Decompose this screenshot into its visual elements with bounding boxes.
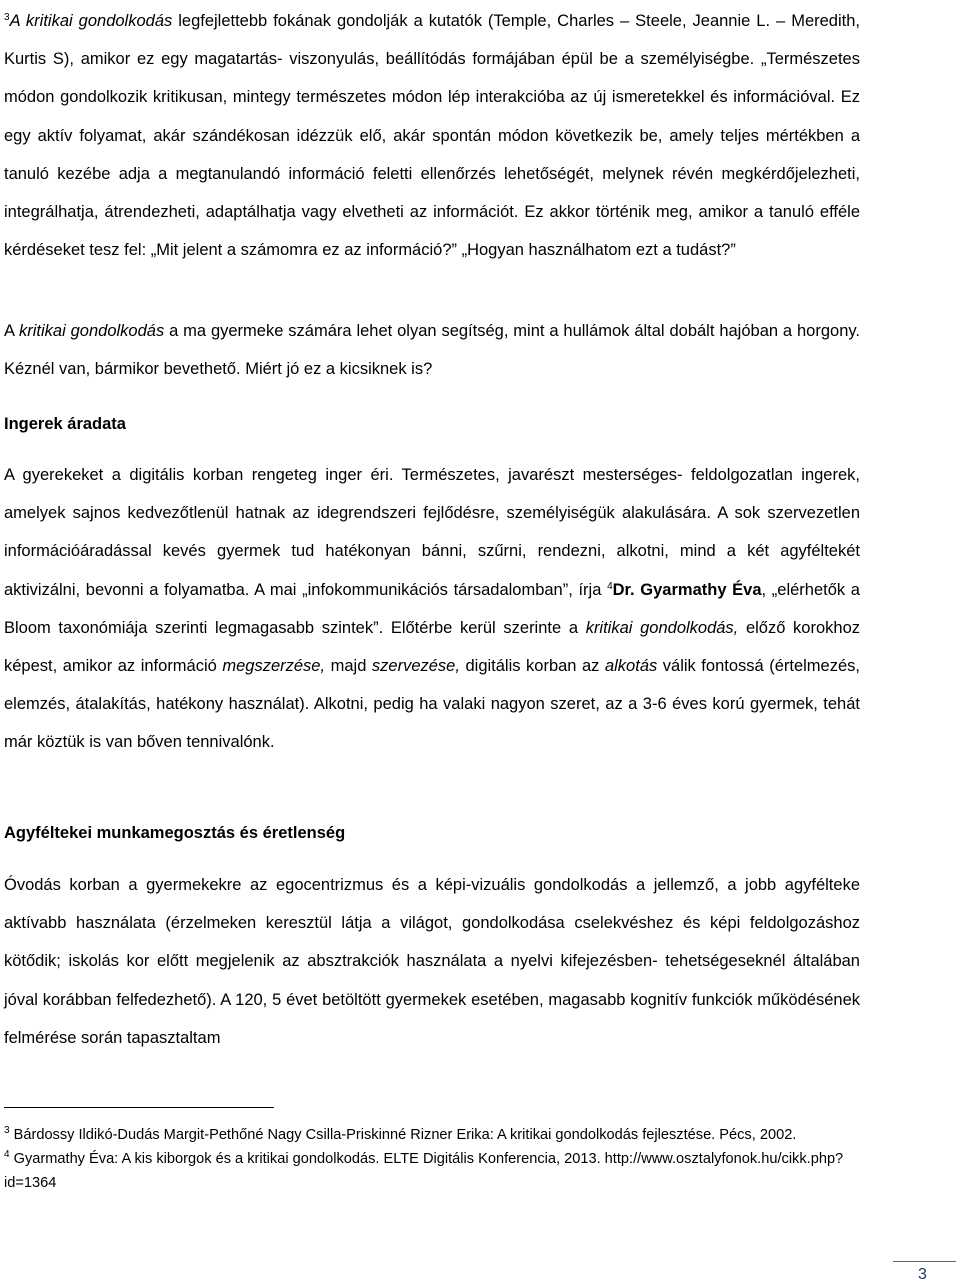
italic-term: kritikai gondolkodás, [585,618,739,637]
footnotes [4,1123,860,1195]
italic-term: alkotás [604,657,658,676]
section-heading-hemispheres: Agyféltekei munkamegosztás és éretlenség [4,824,346,842]
paragraph-critical-thinking [4,2,860,269]
page-number-rule [893,1261,956,1262]
footnote-text[interactable]: Gyarmathy Éva: A kis kiborgok és a kritikai gondolkodás. ELTE Digitális Konferencia, 2013. http://www.osztalyfonok.hu/cikk.php?id=1364 [4,1151,844,1191]
term-critical-thinking: kritikai gondolkodás [18,322,165,340]
footnote-4 [4,1147,860,1195]
paragraph-text: , „elérhetők a Bloom taxonómiája szerinti legmagasabb szintek”. Előtérbe kerül szerinte a [4,580,860,637]
paragraph-text: A gyerekeket a digitális korban rengeteg inger éri. Természetes, javarészt mesterséges- feldolgozatlan ingerek, amelyek sajnos kedvezőtlenül hatnak az idegrendszeri fejlődésre, személyiségük alakulására. A sok szervezetlen információáradással kevés gyermek tud hatékonyan bánni, szűrni, rendezni, alkotni, mind a két agyféltekét aktivizálni, bevonni a folyamatba. A mai „infokommunikációs társadalomban”, írja [4,466,860,599]
footnote-text: Bárdossy Ildikó-Dudás Margit-Pethőné Nagy Csilla-Priskinné Rizner Erika: A kritikai gondolkodás fejlesztése. Pécs, 2002. [9,1127,797,1143]
paragraph-text: a ma gyermeke számára lehet olyan segítség, mint a hullámok által dobált hajóban a horgony. Kéznél van, bármikor bevethető. Miért jó ez a kicsiknek is? [4,322,860,379]
paragraph-text: majd [325,657,372,676]
paragraph-stimuli [4,456,860,762]
term-critical-thinking: A kritikai gondolkodás [9,12,173,30]
paragraph-text: válik fontossá (értelmezés, elemzés, átalakítás, hatékony használat). Alkotni, pedig ha valaki nagyon szeret, az a 3-6 éves korú gyermek, tehát már köztük is van bőven tennivalónk. [4,657,860,752]
paragraph-text: digitális korban az [459,657,605,676]
paragraph-text: legfejlettebb fokának gondolják a kutatók (Temple, Charles – Steele, Jeannie L. – Meredith, Kurtis S), amikor ez egy magatartás- viszonyulás, beállítódás formájában épül be a személyiségbe. „Természetes módon gondolkozik kritikusan, mintegy természetes módon lép interakcióba az új ismeretekkel és információval. Ez egy aktív folyamat, akár szándékosan idézzük elő, akár spontán módon következik be, amely teljes mértékben a tanuló kezébe adja a megtanulandó információ feletti ellenőrzés lehetőségét, melynek révén megkérdőjelezheti, integrálhatja, átrendezheti, adaptálhatja vagy elvetheti az információt. Ez akkor történik meg, amikor a tanuló efféle kérdéseket tesz fel: „Mit jelent a számomra ez az információ?” „Hogyan használhatom ezt a tudást?” [4,12,860,260]
page-number: 3 [918,1266,927,1283]
paragraph-anchor [4,312,860,388]
italic-term: megszerzése, [222,657,326,676]
footnote-ref-3[interactable]: 3 [4,12,10,23]
italic-term: szervezése, [371,657,460,676]
section-heading-stimuli: Ingerek áradata [4,415,126,433]
footnote-mark: 3 [4,1125,10,1136]
footnote-mark: 4 [4,1149,10,1160]
paragraph-hemispheres: Óvodás korban a gyermekekre az egocentrizmus és a képi-vizuális gondolkodás a jellemző, a jobb agyfélteke aktívabb használata (érzelmeken keresztül látja a világot, gondolkodása cselekvéshez és képi feldolgozáshoz kötődik; iskolás kor előtt megjelenik az absztrakciók használata a nyelvi kifejezésben- tehetségeseknél általában jóval korábban felfedezhető). A 120, 5 évet betöltött gyermekek esetében, magasabb kognitív funkciók működésének felmérése során tapasztaltam [4,876,860,1047]
paragraph-text: előző korokhoz képest, amikor az információ [4,618,861,676]
author-name: Dr. Gyarmathy Éva [612,580,762,599]
paragraph-text: A [4,322,19,340]
footnote-separator [4,1107,274,1108]
footnote-3 [4,1123,860,1147]
footnote-ref-4[interactable]: 4 [607,580,613,592]
